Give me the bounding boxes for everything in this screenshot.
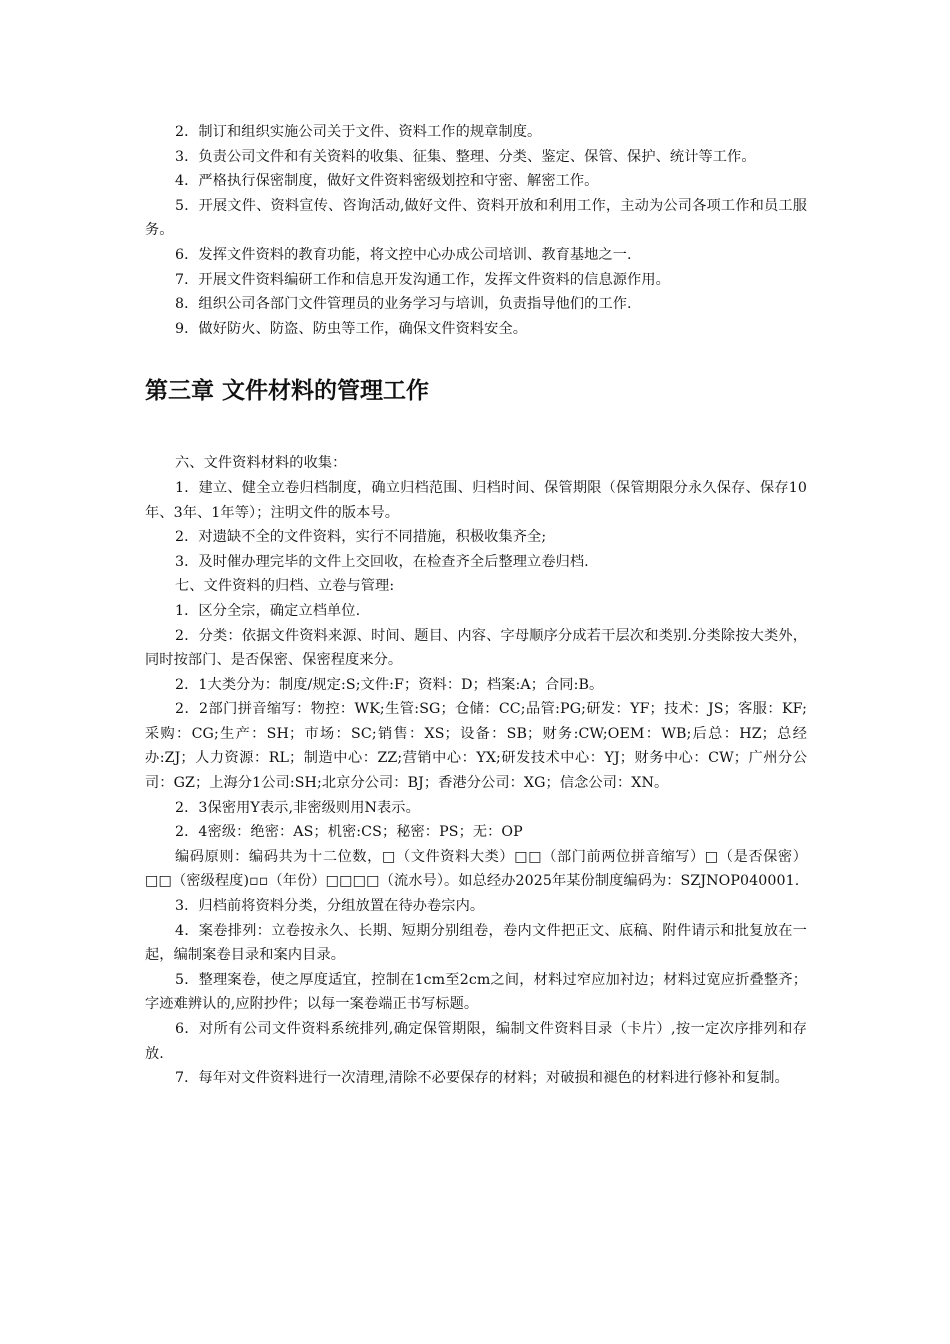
paragraph: 1．建立、健全立卷归档制度，确立归档范围、归档时间、保管期限（保管期限分永久保存、保存10年、3年、1年等）；注明文件的版本号。	[145, 479, 807, 521]
paragraph: 七、文件资料的归档、立卷与管理:	[175, 578, 395, 595]
duties-list	[145, 120, 807, 341]
paragraph: 2．1大类分为：制度/规定:S;文件:F；资料：D；档案:A；合同:B。	[175, 676, 604, 693]
paragraph: 4．严格执行保密制度，做好文件资料密级划控和守密、解密工作。	[175, 173, 599, 190]
paragraph: 3．及时催办理完毕的文件上交回收，在检查齐全后整理立卷归档.	[175, 553, 589, 570]
paragraph: 7．开展文件资料编研工作和信息开发沟通工作，发挥文件资料的信息源作用。	[175, 271, 670, 288]
chapter-title: 第三章 文件材料的管理工作	[145, 377, 430, 405]
paragraph: 9．做好防火、防盗、防虫等工作，确保文件资料安全。	[175, 320, 528, 337]
paragraph: 8．组织公司各部门文件管理员的业务学习与培训，负责指导他们的工作.	[175, 296, 632, 313]
paragraph: 7．每年对文件资料进行一次清理,清除不必要保存的材料；对破损和褪色的材料进行修补和复制。	[175, 1070, 789, 1087]
paragraph: 2．分类：依据文件资料来源、时间、题目、内容、字母顺序分成若干层次和类别.分类除按大类外，同时按部门、是否保密、保密程度来分。	[145, 627, 807, 669]
paragraph: 2．4密级：绝密：AS；机密:CS；秘密：PS；无：OP	[175, 824, 523, 841]
paragraph: 2．制订和组织实施公司关于文件、资料工作的规章制度。	[175, 124, 542, 140]
paragraph: 六、文件资料材料的收集：	[175, 455, 347, 472]
paragraph: 4．案卷排列：立卷按永久、长期、短期分别组卷，卷内文件把正文、底稿、附件请示和批复放在一起，编制案卷目录和案内目录。	[145, 922, 807, 964]
paragraph: 6．发挥文件资料的教育功能，将文控中心办成公司培训、教育基地之一.	[175, 246, 632, 263]
paragraph: 1．区分全宗，确定立档单位.	[175, 602, 361, 619]
paragraph: 5．开展文件、资料宣传、咨询活动,做好文件、资料开放和利用工作，主动为公司各项工作和员工服务。	[145, 197, 807, 239]
paragraph: 编码原则：编码共为十二位数，□（文件资料大类）□□（部门前两位拼音缩写）□（是否保密）□□（密级程度)▫▫（年份）□□□□（流水号）。如总经办2025年某份制度编码为：SZJNOP040001.	[145, 848, 807, 890]
paragraph: 2．3保密用Y表示,非密级则用N表示。	[175, 799, 420, 816]
paragraph: 2．2部门拼音缩写：物控：WK;生管:SG；仓储：CC;品管:PG;研发：YF；技术：JS；客服：KF;采购：CG;生产：SH；市场：SC;销售：XS；设备：SB；财务:CW;OEM：WB;后总：HZ；总经办:ZJ；人力资源：RL；制造中心：ZZ;营销中心：YX;研发技术中心：YJ；财务中心：CW；广州分公司：GZ；上海分1公司:SH;北京分公司：BJ；香港分公司：XG；信念公司：XN。	[145, 701, 807, 792]
paragraph: 3．归档前将资料分类，分组放置在待办卷宗内。	[175, 898, 485, 915]
paragraph: 5．整理案卷，使之厚度适宜，控制在1cm至2cm之间，材料过窄应加衬边；材料过宽应折叠整齐；字迹难辨认的,应附抄件；以每一案卷端正书写标题。	[145, 971, 807, 1013]
paragraph: 3．负责公司文件和有关资料的收集、征集、整理、分类、鉴定、保管、保护、统计等工作。	[175, 148, 756, 165]
management-section	[145, 451, 807, 1090]
paragraph: 6．对所有公司文件资料系统排列,确定保管期限，编制文件资料目录（卡片）,按一定次序排列和存放.	[145, 1021, 807, 1062]
paragraph: 2．对遗缺不全的文件资料，实行不同措施，积极收集齐全;	[175, 529, 547, 546]
